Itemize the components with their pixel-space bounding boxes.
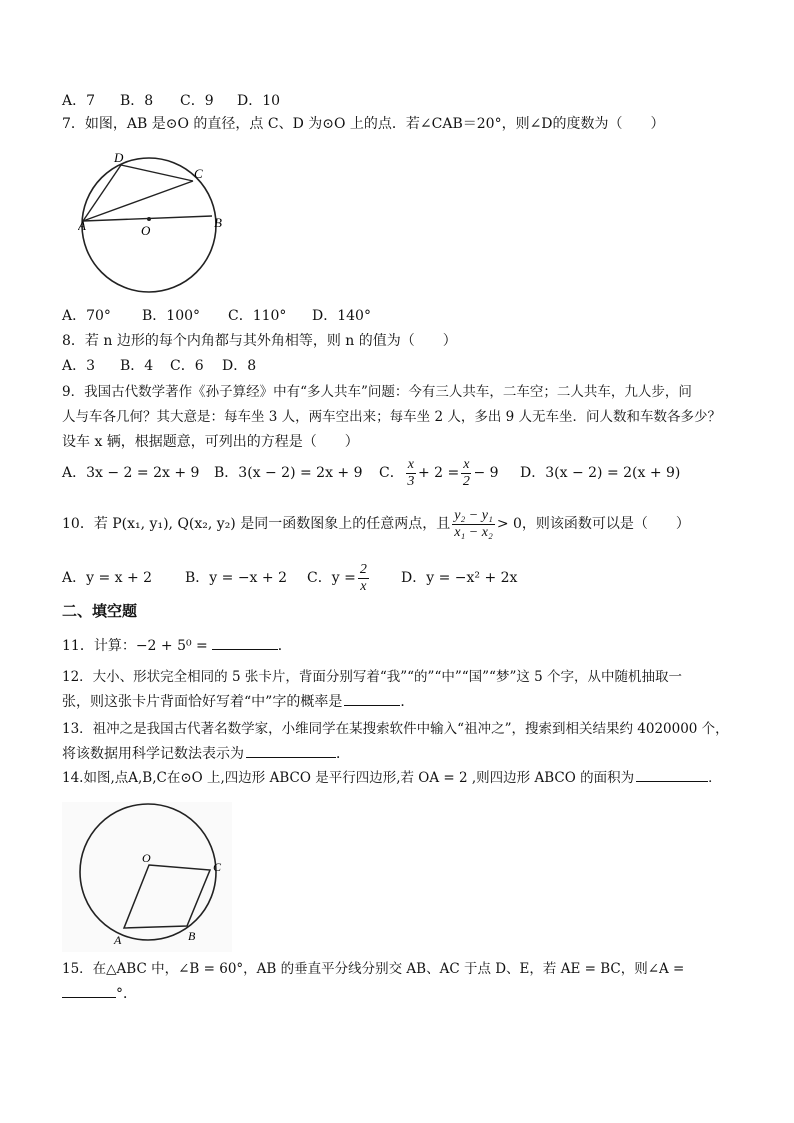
q10-frac-den: x₁ − x₂ — [454, 524, 493, 540]
q8-stem: 8．若 n 边形的每个内角都与其外角相等，则 n 的值为（ ） — [62, 333, 457, 349]
q15-end: °． — [116, 986, 137, 1002]
q9-option-b: B．3(x − 2) = 2x + 9 — [214, 465, 363, 481]
q6-option-b: B．8 — [120, 93, 154, 109]
q13-end: ． — [336, 746, 350, 762]
q7-label-o: O — [141, 223, 151, 238]
q9-option-c-end: − 9 — [473, 465, 499, 481]
q6-options — [62, 91, 280, 111]
q8-option-c: C．6 — [170, 358, 204, 374]
q10-options — [62, 560, 517, 596]
q7-figure — [78, 148, 228, 303]
q9-stem-line1: 9．我国古代数学著作《孙子算经》中有“多人共车”问题：今有三人共车，二车空；二人共车，九人步，问 — [62, 384, 692, 400]
q14-answer-blank[interactable] — [636, 781, 708, 782]
q15-line2 — [62, 984, 137, 1004]
q13-line2 — [62, 744, 350, 764]
q15-answer-blank[interactable] — [62, 997, 116, 998]
q10-option-c-num: 2 — [359, 561, 367, 577]
q13-answer-blank[interactable] — [246, 757, 336, 758]
q12-line2 — [62, 692, 414, 712]
q9-stem-line3: 设车 x 辆，根据题意，可列出的方程是（ ） — [62, 434, 359, 450]
q14-label-o: O — [142, 851, 151, 865]
q10-prefix: 10．若 P(x₁, y₁), Q(x₂, y₂) 是同一函数图象上的任意两点，且 — [62, 516, 451, 532]
q14-label-b: B — [188, 929, 196, 943]
q14 — [62, 768, 722, 788]
q7-option-a: A．70° — [62, 308, 111, 324]
q14-end: ． — [708, 770, 722, 786]
q11-text: 11．计算：−2 + 5⁰ = — [62, 638, 208, 654]
q7-options — [62, 306, 371, 326]
q15-line1: 15．在△ABC 中，∠B = 60°，AB 的垂直平分线分别交 AB、AC 于点 D、E，若 AE = BC，则∠A = — [62, 961, 685, 977]
q7-label-b: B — [214, 215, 222, 230]
q11 — [62, 636, 292, 656]
q9-option-c-frac2-num: x — [463, 456, 470, 472]
q10-option-c — [307, 560, 401, 596]
q10-frac-num: y₂ − y₁ — [454, 507, 493, 523]
q14-label-a: A — [114, 933, 122, 947]
q11-end: ． — [277, 638, 292, 654]
q9-option-c — [379, 455, 520, 491]
q6-option-a: A．7 — [62, 93, 96, 109]
q12-answer-blank[interactable] — [344, 705, 400, 706]
q10-option-b: B．y = −x + 2 — [185, 570, 287, 586]
q9-option-c-frac2-den: 2 — [462, 473, 470, 489]
q8-option-a: A．3 — [62, 358, 96, 374]
q7-chord-ad — [83, 165, 121, 221]
q10-fraction — [452, 508, 495, 541]
section-title-fill-in: 二、填空题 — [62, 602, 138, 620]
q12-line1: 12．大小、形状完全相同的 5 张卡片，背面分别写着“我”“的”“中”“国”“梦”这 5 个字，从中随机抽取一 — [62, 669, 683, 685]
q10-option-c-den: x — [360, 578, 367, 594]
q8-options — [62, 356, 256, 376]
q7-stem: 7．如图，AB 是⊙O 的直径，点 C、D 为⊙O 上的点．若∠CAB＝20°，则∠D的度数为（ ） — [62, 116, 665, 132]
q9-option-c-frac1-den: 3 — [407, 473, 415, 489]
q7-label-c: C — [194, 166, 203, 181]
q7-center-point — [147, 217, 151, 221]
q9-option-c-frac1-num: x — [407, 456, 414, 472]
q10-option-a: A．y = x + 2 — [62, 570, 153, 586]
q7-chord-ac — [83, 181, 193, 221]
q7-option-d: D．140° — [312, 308, 371, 324]
q9-options — [62, 455, 680, 491]
q11-answer-blank[interactable] — [212, 649, 278, 650]
q7-option-c: C．110° — [228, 308, 287, 324]
q7-option-b: B．100° — [142, 308, 201, 324]
q14-label-c: C — [213, 860, 222, 874]
q14-figure — [62, 802, 232, 952]
q6-option-d: D．10 — [237, 93, 281, 109]
q9-option-c-frac1 — [406, 457, 416, 490]
q9-stem-line2: 人与车各几何？其大意是：每车坐 3 人，两车空出来；每车坐 2 人，多出 9 人无车坐．问人数和车数各多少？ — [62, 409, 722, 425]
q9-option-a: A．3x − 2 = 2x + 9 — [62, 465, 200, 481]
q9-option-c-label: C． — [379, 465, 404, 481]
q14-text: 14.如图,点A,B,C在⊙O 上,四边形 ABCO 是平行四边形,若 OA = 2 ,则四边形 ABCO 的面积为 — [62, 770, 635, 786]
q13-line1: 13．祖冲之是我国古代著名数学家，小维同学在某搜索软件中输入“祖冲之”，搜索到相关结果约 4020000 个， — [62, 721, 729, 737]
q8-option-d: D．8 — [222, 358, 257, 374]
q10-suffix: > 0，则该函数可以是（ ） — [496, 516, 690, 532]
q9-option-c-mid: + 2 = — [417, 465, 460, 481]
q10-option-d: D．y = −x² + 2x — [401, 570, 518, 586]
q9-option-c-frac2 — [461, 457, 471, 490]
q10-stem — [62, 506, 690, 542]
q7-label-d: D — [114, 150, 124, 165]
q12-text: 张，则这张卡片背面恰好写着“中”字的概率是 — [62, 694, 343, 710]
q8-option-b: B．4 — [120, 358, 154, 374]
q6-option-c: C．9 — [180, 93, 214, 109]
q10-option-c-label: C．y = — [307, 570, 356, 586]
q12-end: ． — [400, 694, 415, 710]
q9-option-d: D．3(x − 2) = 2(x + 9) — [520, 465, 681, 481]
q13-text: 将该数据用科学记数法表示为 — [62, 746, 244, 762]
q7-label-a: A — [78, 218, 86, 233]
q10-option-c-frac — [358, 562, 369, 595]
